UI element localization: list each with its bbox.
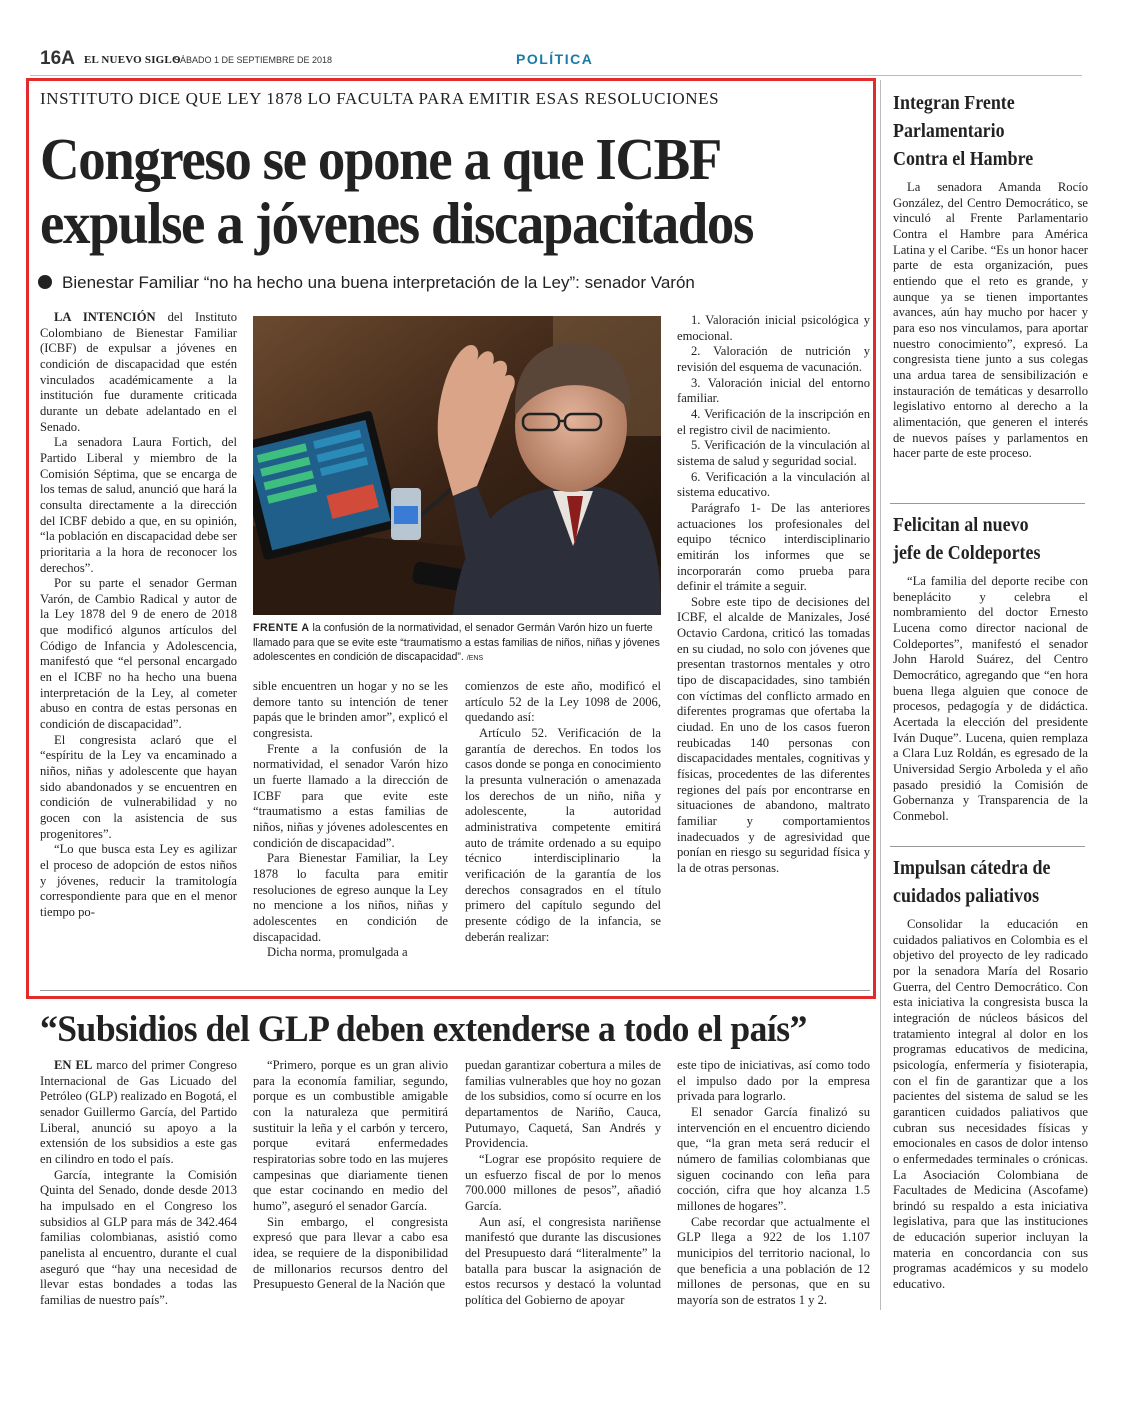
senator-photo [253,316,661,615]
brief-body [893,180,1088,462]
newspaper-name: EL NUEVO SIGLO [84,54,181,66]
main-column-1 [40,310,237,921]
paragraph: Por su parte el senador German Varón, de Cambio Radical y autor de la Ley 1878 del 9 de enero de 2018 que modificó algunos artículos del Código de Infancia y Adolescencia, manifestó que “el personal encargado en el ICBF no ha hecho una buena interpretación de la Ley, al cometer abuso en contra de estas personas en condición de discapacidad”. [40,576,237,732]
paragraph: Artículo 52. Verificación de la garantía de derechos. En todos los casos donde se ponga en conocimiento la presunta vulneración o amenazada los derechos de un niño, niña y adolescente, la autoridad administrativa competente emitirá auto de trámite ordenado a su equipo técnico interdisciplinario la verificación de la garantía de los derechos consagrados en el título primero del capítulo segundo del presente código de la infancia, se deberán realizar: [465,725,661,944]
sidebar-rule [880,80,881,1310]
list-item: 1. Valoración inicial psicológica y emocional. [677,313,870,343]
paragraph: El senador García finalizó su intervención en el encuentro diciendo que, “la gran meta será reducir el número de familias colombianas que siguen cocinando con leña para cocción, cifra que hoy alcanza 1.5 millones de hogares”. [677,1104,870,1213]
brief-body [893,917,1088,1293]
paragraph: Parágrafo 1- De las anteriores actuaciones los profesionales del equipo técnico interdisciplinario emitirán los informes que se incorporarán como prueba para definir el trámite a seguir. [677,500,870,594]
second-column-1 [40,1058,237,1309]
list-item: 3. Valoración inicial del entorno familiar. [677,375,870,406]
brief-body [893,574,1088,825]
paragraph: este tipo de iniciativas, así como todo el impulso dado por la empresa privada para lograrlo. [677,1058,870,1104]
lead-in: EN EL [54,1058,93,1072]
brief-title-line: cuidados paliativos [893,886,1040,907]
photo-credit: /ENS [466,655,484,663]
brief-title-line: jefe de Coldeportes [893,543,1041,564]
article-kicker: INSTITUTO DICE QUE LEY 1878 LO FACULTA PARA EMITIR ESAS RESOLUCIONES [40,89,720,108]
paragraph: puedan garantizar cobertura a miles de familias vulnerables que hoy no gozan de los subsidios, como sí ocurre en los departamentos de Nariño, Cauca, Putumayo, Caquetá, San Andrés y Providencia. [465,1058,661,1151]
article-divider [40,990,870,991]
main-column-4 [677,313,870,877]
headline-line-1: Congreso se opone a que ICBF [40,126,721,192]
paragraph: marco del primer Congreso Internacional de Gas Licuado del Petróleo (GLP) realizado en Bogotá, el senador Guillermo García, del Partido Liberal, anunció su apoyo a la extensión de los subsidios a este gas en cilindro en todo el país. [40,1058,237,1166]
brief-3 [893,855,1088,1293]
brief-title [893,512,1072,568]
paragraph: Aun así, el congresista nariñense manifestó que durante las discusiones del Presupuesto dará “literalmente” la batalla para buscar la asignación de estos recursos y destacó la voluntad política del Gobierno de apoyar [465,1214,661,1307]
paragraph: Dicha norma, promulgada a [267,945,408,960]
paragraph: García, integrante la Comisión Quinta del Senado, donde desde 2013 ha impulsado en el Congreso los subsidios al GLP para más de 342.464 familias colombianas, asistió como panelista al encuentro, durante el cual aseguró que “hay una necesidad de llevar estas bondades a todas las familias de nuestro país”. [40,1167,237,1307]
caption-lead: FRENTE A [253,622,310,634]
second-column-4 [677,1058,870,1309]
paragraph: Consolidar la educación en cuidados paliativos en Colombia es el objetivo del proyecto de ley radicado por la senadora María del Rosario Guerra, del Centro Democrático. Con esta iniciativa la congresista busca la integración de núcleos básicos del tratamiento integral al dolor en los programas educativos de medicina, psicología, enfermería y fisioterapia, con el fin de garantizar que a los pacientes del sistema de salud se les garanticen cuidados paliativos que cubran sus necesidades físicas y emocionales en casos de dolor intenso o enfermedades terminales o crónicas. La Asociación Colombiana de Facultades de Medicina (Ascofame) brindó su respaldo a esta iniciativa legislativa, para que las instituciones de educación superior incluyan la materia en concordancia con sus programas académicos y su modelo educativo. [893,917,1088,1292]
brief-1 [893,90,1088,462]
article-summary [38,273,878,293]
brief-title [893,855,1072,911]
paragraph: La senadora Laura Fortich, del Partido Liberal y miembro de la Comisión Séptima, que se encarga de los temas de salud, anunció que hará la consulta directamente a la dirección del ICBF debido a que, en su opinión, “la población en discapacidad debe ser prioritaria a la hora de reconocer los derechos”. [40,435,237,575]
caption-text: la confusión de la normatividad, el senador Germán Varón hizo un fuerte llamado para que se evite este “traumatismo a estas familias de niños, niñas y jóvenes adolescentes en condición de discapacidad”. [253,622,660,664]
list-item: 2. Valoración de nutrición y revisión del esquema de vacunación. [677,344,870,374]
brief-title-line: Parlamentario [893,121,1005,142]
second-column-3 [465,1058,661,1309]
paragraph: La senadora Amanda Rocío González, del Centro Democrático, se vinculó al Frente Parlamentario Contra el Hambre para América Latina y el Caribe. “Es un honor hacer parte de esta organización, pues entiendo que el reto es grande, y aunque ya se tienen importantes avances, aún hay mucho por hacer y para eso nos vinculamos, para aportar nuestro conocimiento”, expresó. La congresista tiene junto a sus colegas una ardua tarea de sensibilización e instauración de temáticas y desarrollo legislativo entorno al derecho a la alimentación, que generen el interés de nuevos países y parlamentos en hacer parte de este proceso. [893,180,1088,461]
issue-date: SÁBADO 1 DE SEPTIEMBRE DE 2018 [174,55,333,65]
list-item: 4. Verificación de la inscripción en el registro civil de nacimiento. [677,406,870,437]
page-header [40,48,1084,72]
page-number: 16A [40,48,75,69]
list-item: 6. Verificación a la vinculación al sistema educativo. [677,469,870,500]
photo-illustration [253,316,661,615]
main-column-3 [465,679,661,945]
lead-in: LA INTENCIÓN [54,310,156,324]
paragraph: Frente a la confusión de la normatividad, el senador Varón hizo un fuerte llamado a la dirección de ICBF para que evite este “traumatismo a estas familias de niños, niñas y jóvenes adolescentes en condición de discapacidad”. [253,741,448,850]
main-column-2 [253,679,448,961]
paragraph: Sin embargo, el congresista expresó que para llevar a cabo esa idea, se requiere de la disponibilidad de millonarios recursos dentro del Presupuesto General de la Nación que [253,1214,448,1292]
paragraph: Sobre este tipo de decisiones del ICBF, el alcalde de Manizales, José Octavio Cardona, criticó las tomadas en su ciudad, no solo con jóvenes que presentan trastornos mentales y otro tipo de discapacidades, sino también con víctimas del conflicto armado en diferentes programas que ofertaba la ciudad. En uno de los casos fueron reubicadas 140 personas con discapacidades mentales, cognitivas y físicas, procedentes de las diferentes regiones del país por encontrarse en situaciones de abandono, maltrato familiar y comportamientos inadecuados y de agresividad que ponían en riesgo su seguridad física y la de otras personas. [677,594,870,875]
summary-text: Bienestar Familiar “no ha hecho una buena interpretación de la Ley”: senador Varón [62,273,695,292]
bullet-dot-icon [38,275,52,289]
header-rule [30,75,1082,76]
paragraph: del Instituto Colombiano de Bienestar Familiar (ICBF) de expulsar a jóvenes en condición de discapacidad que estén vinculados académicamente a la institución fue duramente criticada durante un debate adelantado en el Senado. [40,310,237,434]
brief-title-line: Felicitan al nuevo [893,515,1029,536]
paragraph: “Primero, porque es un gran alivio para la economía familiar, segundo, porque es un combustible amigable con la naturaleza que permitirá sustituir la leña y el carbón y tercero, porque evitará enfermedades respiratorias sobre todo en las mujeres campesinas que diariamente tienen que estar cocinando en medio del humo”, aseguró el senador García. [253,1058,448,1213]
list-item: 5. Verificación de la vinculación al sistema de salud y seguridad social. [677,438,870,468]
second-column-2 [253,1058,448,1293]
paragraph: “La familia del deporte recibe con beneplácito y celebra el nombramiento del doctor Ernesto Lucena como director nacional de Coldeportes”, manifestó el senador John Harold Suárez, del Centro Democrático, agregando que “en hora buena llega alguien que conoce de procesos, pedagogía y de didáctica. Acertada la elección del presidente Iván Duque”. Lucena, quien remplaza a Clara Luz Roldán, es egresado de la Universidad Sergio Arboleda y el año pasado presidió la Comisión de Gobernanza y Transparencia de la Conmebol. [893,574,1088,823]
paragraph: Cabe recordar que actualmente el GLP llega a 922 de los 1.107 municipios del territorio nacional, lo que beneficia a una población de 12 millones de personas, que en su mayoría son de estratos 1 y 2. [677,1214,870,1307]
brief-title-line: Contra el Hambre [893,149,1034,170]
paragraph: comienzos de este año, modificó el artículo 52 de la Ley 1098 de 2006, quedando así: [465,679,661,725]
paragraph: sible encuentren un hogar y no se les demore tanto su intención de tener papás que le brinden amor”, explicó el congresista. [253,679,448,740]
brief-divider [890,503,1085,504]
second-headline: “Subsidios del GLP deben extenderse a todo el país” [40,1009,807,1050]
brief-title-line: Impulsan cátedra de [893,858,1051,879]
photo-caption [253,621,661,667]
brief-title-line: Integran Frente [893,93,1015,114]
paragraph: “Lograr ese propósito requiere de un esfuerzo fiscal de por lo menos 700.000 millones de pesos”, añadió García. [465,1151,661,1213]
article-headline [40,127,812,255]
paragraph: “Lo que busca esta Ley es agilizar el proceso de adopción de estos niños y jóvenes, reducir la tramitología correspondiente para que en el menor tiempo po- [40,842,237,919]
paragraph: Para Bienestar Familiar, la Ley 1878 lo faculta para emitir resoluciones de egreso aunque la Ley no mencione a los niños, niñas y adolescentes en condición de discapacidad. [253,851,448,944]
brief-divider [890,846,1085,847]
brief-title [893,90,1072,174]
brief-2 [893,512,1088,825]
paragraph: El congresista aclaró que el “espíritu de la Ley va encaminado a niños, niñas y adolescente que hayan sido abandonados y se encuentren en condición de vulnerabilidad y no gocen con la asistencia de sus progenitores”. [40,732,237,841]
section-label: POLÍTICA [516,51,594,67]
headline-line-2: expulse a jóvenes discapacitados [40,190,753,256]
